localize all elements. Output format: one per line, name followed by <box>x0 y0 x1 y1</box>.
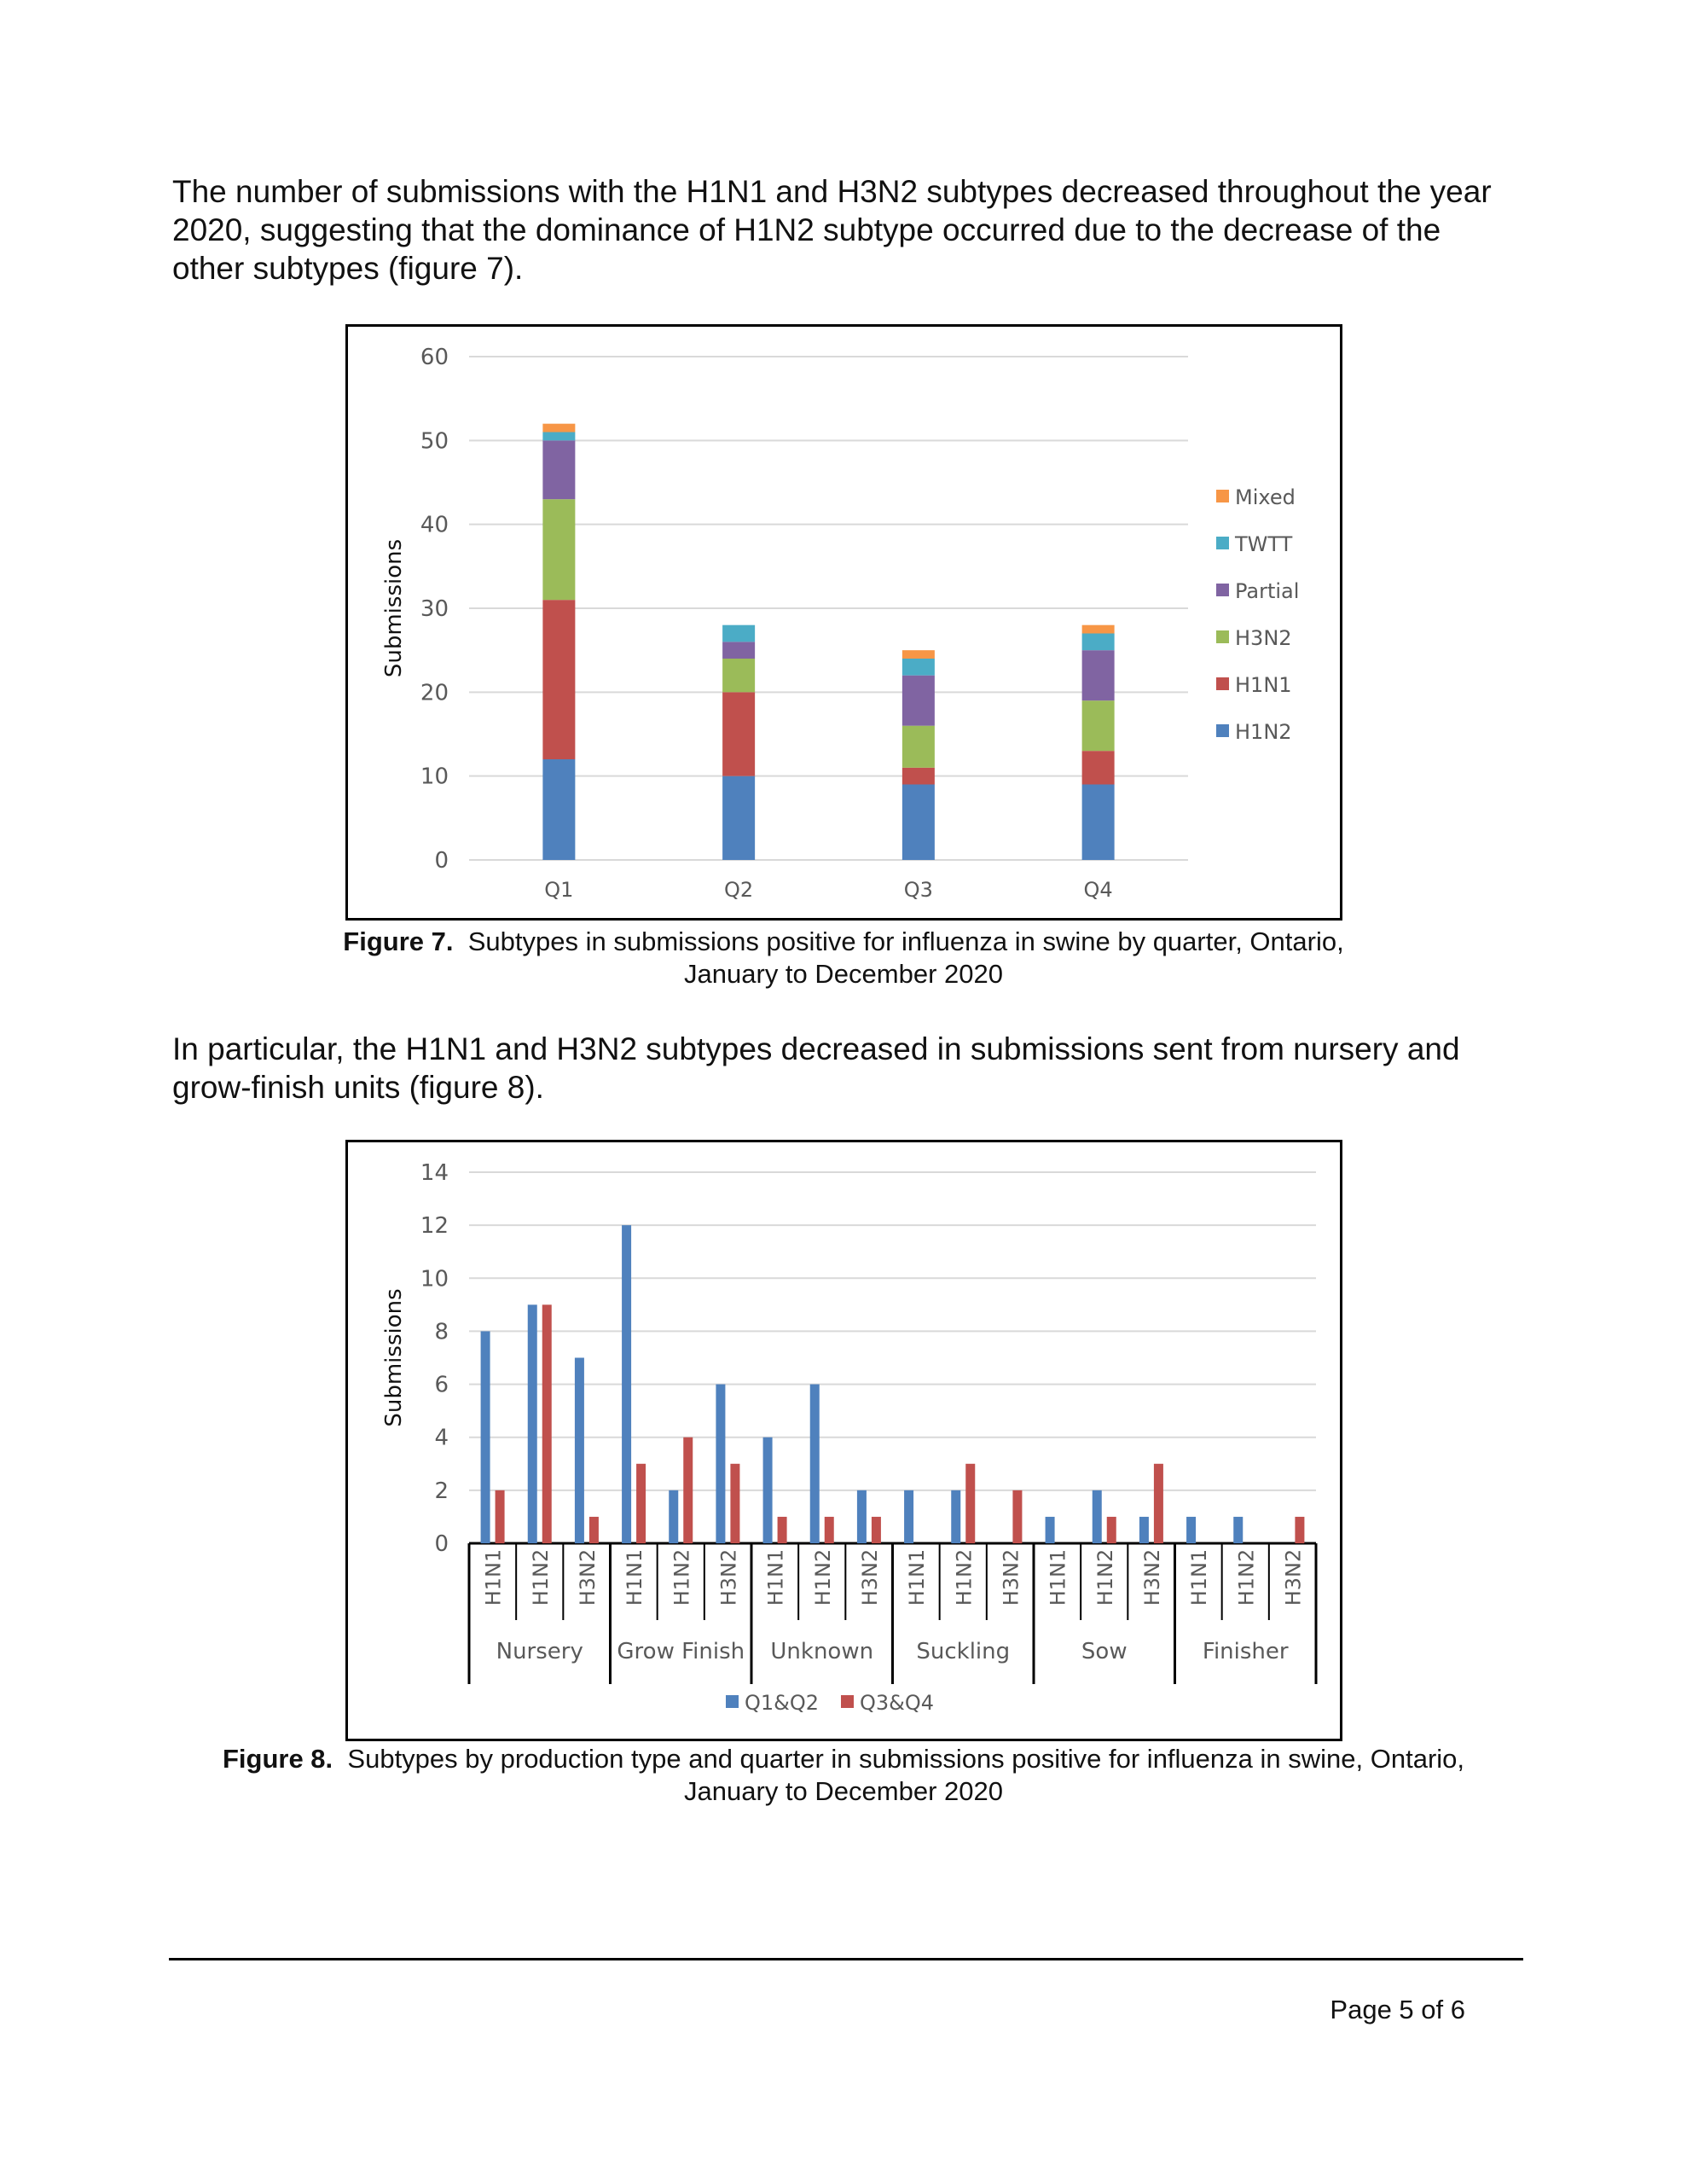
legend-swatch-q3q4 <box>841 1695 854 1708</box>
intro-paragraph: The number of submissions with the H1N1 and H3N2 subtypes decreased throughout the year 2020, suggesting that the dominance of H1N2 subtype occurred due to the decrease of the other subtypes (figure 7). <box>172 174 1492 286</box>
x-tick-label: H1N2 <box>528 1548 553 1606</box>
x-tick-label: H1N2 <box>952 1548 977 1606</box>
bar-q1q2 <box>528 1304 537 1543</box>
bar-q3q4 <box>872 1517 881 1543</box>
x-tick-label: H3N2 <box>857 1548 882 1606</box>
x-tick-label: H1N1 <box>905 1548 930 1606</box>
group-label: Suckling <box>916 1639 1011 1664</box>
bar-q3-twtt <box>902 659 935 676</box>
bar-q1-h1n2 <box>542 759 575 860</box>
x-tick-label: Q4 <box>1083 878 1113 902</box>
legend-label-q1q2: Q1&Q2 <box>745 1691 820 1715</box>
bar-q3q4 <box>825 1517 834 1543</box>
y-tick-label: 30 <box>420 596 449 622</box>
x-tick-label: H1N1 <box>623 1548 647 1606</box>
bar-q1q2 <box>904 1490 913 1543</box>
footer-rule <box>169 1958 1523 1960</box>
bar-q1q2 <box>669 1490 678 1543</box>
bar-q4-twtt <box>1082 634 1115 651</box>
bar-q3q4 <box>636 1464 646 1543</box>
y-tick-label: 12 <box>420 1213 449 1240</box>
legend-label-mixed: Mixed <box>1235 485 1296 509</box>
bar-q3q4 <box>778 1517 787 1543</box>
bar-q1-h1n1 <box>542 600 575 759</box>
bar-q1q2 <box>1233 1517 1243 1543</box>
bar-q1q2 <box>763 1438 773 1543</box>
bar-q1q2 <box>575 1358 584 1544</box>
legend-swatch-twtt <box>1216 537 1229 549</box>
legend-label-h1n2: H1N2 <box>1235 720 1292 744</box>
bar-q3q4 <box>496 1490 505 1543</box>
bar-q1q2 <box>1139 1517 1149 1543</box>
bar-q1-twtt <box>542 433 575 441</box>
bar-q3q4 <box>542 1304 552 1543</box>
y-tick-label: 20 <box>420 680 449 706</box>
legend-label-h1n1: H1N1 <box>1235 673 1292 697</box>
legend-label-twtt: TWTT <box>1235 532 1293 556</box>
bar-q3q4 <box>965 1464 975 1543</box>
figure-7-label: Figure 7. <box>343 926 454 956</box>
y-tick-label: 4 <box>434 1425 449 1451</box>
x-tick-label: H1N1 <box>481 1548 506 1606</box>
legend-swatch-partial <box>1216 584 1229 596</box>
y-tick-label: 14 <box>420 1160 449 1186</box>
group-label: Finisher <box>1202 1639 1289 1664</box>
y-tick-label: 2 <box>434 1478 449 1504</box>
legend-swatch-mixed <box>1216 490 1229 502</box>
legend-swatch-q1q2 <box>726 1695 739 1708</box>
bar-q3q4 <box>589 1517 599 1543</box>
x-tick-label: H1N2 <box>1234 1548 1259 1606</box>
legend-label-q3q4: Q3&Q4 <box>860 1691 935 1715</box>
bar-q3q4 <box>683 1438 693 1543</box>
bar-q3-h1n2 <box>902 785 935 861</box>
figure-8-caption-line2: January to December 2020 <box>684 1776 1003 1806</box>
bar-q3q4 <box>1295 1517 1304 1543</box>
bar-q3q4 <box>1154 1464 1163 1543</box>
group-label: Unknown <box>770 1639 874 1664</box>
y-axis-label: Submissions <box>381 1288 407 1427</box>
x-tick-label: Q3 <box>903 878 933 902</box>
bar-q1q2 <box>951 1490 960 1543</box>
bar-q1q2 <box>857 1490 867 1543</box>
group-label: Sow <box>1081 1639 1128 1664</box>
bar-q2-h1n2 <box>722 776 755 860</box>
legend-swatch-h1n1 <box>1216 677 1229 690</box>
bar-q2-h1n1 <box>722 692 755 775</box>
second-paragraph: In particular, the H1N1 and H3N2 subtypes decreased in submissions sent from nursery and grow-finish units (figure 8). <box>172 1031 1460 1105</box>
bar-q4-mixed <box>1082 625 1115 634</box>
x-tick-label: H3N2 <box>999 1548 1023 1606</box>
bar-q3-h3n2 <box>902 726 935 768</box>
bar-q1q2 <box>716 1385 725 1543</box>
y-axis-label: Submissions <box>381 538 407 678</box>
x-tick-label: H3N2 <box>1139 1548 1164 1606</box>
bar-q1q2 <box>622 1225 631 1543</box>
figure-8-svg <box>348 1142 1340 1739</box>
figure-8-label: Figure 8. <box>222 1744 333 1774</box>
bar-q2-twtt <box>722 625 755 642</box>
x-tick-label: H3N2 <box>716 1548 741 1606</box>
figure-7-caption-text: Subtypes in submissions positive for influenza in swine by quarter, Ontario, <box>467 926 1344 956</box>
x-tick-label: H1N2 <box>1093 1548 1117 1606</box>
y-tick-label: 10 <box>420 1266 449 1292</box>
x-tick-label: H1N1 <box>1187 1548 1212 1606</box>
figure-8-caption-text: Subtypes by production type and quarter in submissions positive for influenza in swine, Ontario, <box>347 1744 1465 1774</box>
bar-q4-h1n2 <box>1082 785 1115 861</box>
bar-q4-h3n2 <box>1082 700 1115 751</box>
y-tick-label: 6 <box>434 1372 449 1398</box>
bar-q1q2 <box>1046 1517 1055 1543</box>
bar-q1-partial <box>542 440 575 499</box>
bar-q1q2 <box>810 1385 820 1543</box>
legend-swatch-h1n2 <box>1216 724 1229 737</box>
y-tick-label: 8 <box>434 1319 449 1345</box>
group-label: Nursery <box>496 1639 583 1664</box>
x-tick-label: Q1 <box>544 878 574 902</box>
x-tick-label: H3N2 <box>575 1548 600 1606</box>
y-tick-label: 60 <box>420 345 449 370</box>
x-tick-label: H1N2 <box>810 1548 835 1606</box>
page-number: Page 5 of 6 <box>1330 1995 1465 2024</box>
y-tick-label: 10 <box>420 764 449 790</box>
x-tick-label: Q2 <box>724 878 754 902</box>
bar-q3q4 <box>1107 1517 1116 1543</box>
group-label: Grow Finish <box>617 1639 745 1664</box>
legend-label-h3n2: H3N2 <box>1235 626 1292 650</box>
legend-swatch-h3n2 <box>1216 630 1229 643</box>
bar-q1-h3n2 <box>542 499 575 600</box>
x-tick-label: H1N1 <box>763 1548 788 1606</box>
bar-q1q2 <box>1093 1490 1102 1543</box>
figure-7-svg <box>348 327 1340 918</box>
x-tick-label: H3N2 <box>1281 1548 1306 1606</box>
figure-7-caption <box>171 926 1516 990</box>
y-tick-label: 0 <box>434 848 449 874</box>
bar-q1q2 <box>1186 1517 1196 1543</box>
y-tick-label: 50 <box>420 428 449 455</box>
x-tick-label: H1N2 <box>670 1548 694 1606</box>
bar-q3-h1n1 <box>902 768 935 785</box>
bar-q3q4 <box>730 1464 739 1543</box>
y-tick-label: 0 <box>434 1531 449 1557</box>
bar-q2-partial <box>722 642 755 659</box>
bar-q1-mixed <box>542 424 575 433</box>
figure-7-caption-line2: January to December 2020 <box>684 959 1003 989</box>
bar-q4-h1n1 <box>1082 751 1115 784</box>
bar-q3q4 <box>1012 1490 1022 1543</box>
x-tick-label: H1N1 <box>1046 1548 1070 1606</box>
bar-q3-partial <box>902 676 935 726</box>
bar-q2-h3n2 <box>722 659 755 692</box>
figure-8-caption <box>171 1743 1516 1808</box>
figure-8-chart <box>345 1140 1342 1741</box>
y-tick-label: 40 <box>420 512 449 538</box>
bar-q4-partial <box>1082 650 1115 700</box>
legend-label-partial: Partial <box>1235 579 1300 603</box>
bar-q1q2 <box>481 1331 490 1543</box>
bar-q3-mixed <box>902 650 935 659</box>
figure-7-chart <box>345 324 1342 921</box>
